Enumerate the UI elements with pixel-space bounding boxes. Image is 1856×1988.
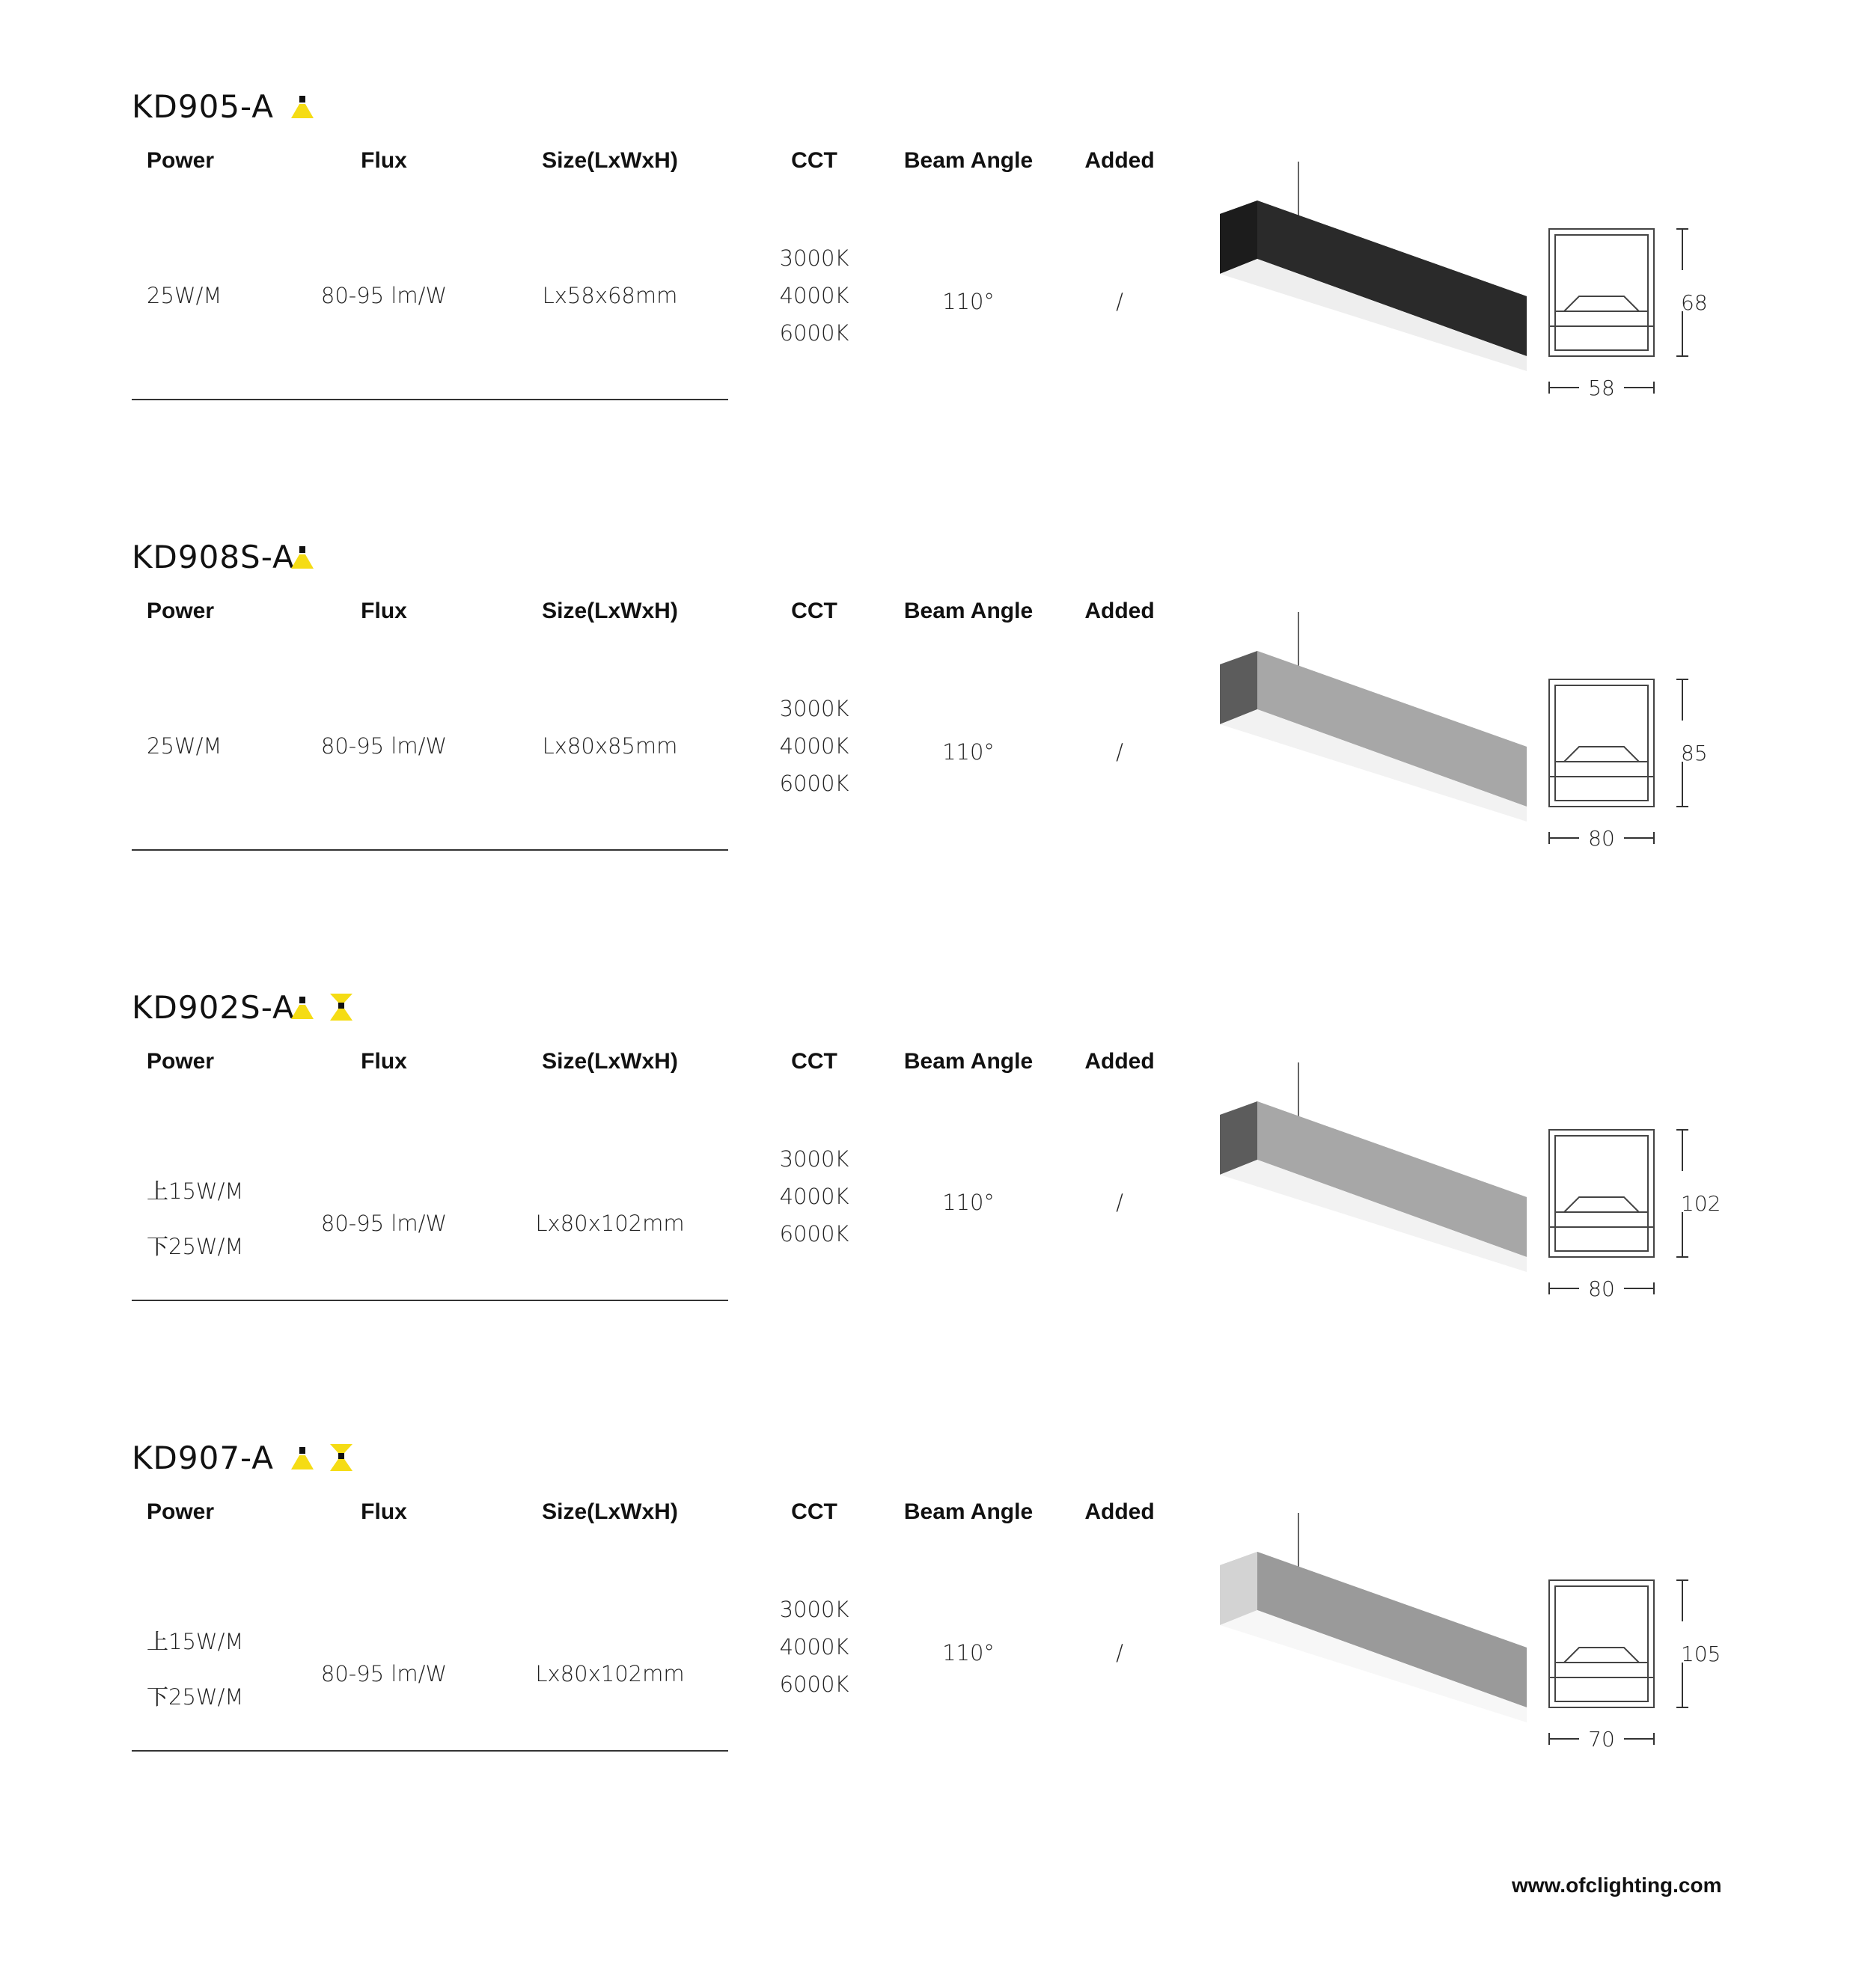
light-distribution-icons <box>288 992 355 1025</box>
downlight-icon <box>288 1443 317 1472</box>
size-value: Lx58x68mm <box>542 283 678 308</box>
size-value: Lx80x102mm <box>535 1661 685 1686</box>
power-value: 下25W/M <box>147 1684 244 1710</box>
size-value: Lx80x85mm <box>542 733 678 759</box>
flux-header: Flux <box>361 599 407 623</box>
size-header: Size(LxWxH) <box>542 1499 678 1524</box>
cct-value: 3000K <box>779 1597 849 1622</box>
power-value: 上15W/M <box>147 1629 244 1654</box>
flux-header: Flux <box>361 1499 407 1524</box>
cct-header: CCT <box>791 148 837 173</box>
cross-section-drawing <box>1534 1122 1729 1317</box>
cct-value: 4000K <box>779 1634 849 1660</box>
flux-value: 80-95 lm/W <box>320 283 448 308</box>
cross-section <box>1534 672 1729 866</box>
dimension-width-label: 58 <box>1588 376 1615 400</box>
power-header: Power <box>147 1499 215 1524</box>
added-value: / <box>1116 739 1123 765</box>
product-section <box>0 920 1856 1339</box>
cct-header: CCT <box>791 1049 837 1074</box>
cct-value: 4000K <box>779 733 849 759</box>
downlight-icon <box>288 91 317 121</box>
product-photo <box>1212 605 1542 844</box>
size-header: Size(LxWxH) <box>542 599 678 623</box>
linear-light-photo <box>1212 154 1542 394</box>
row-divider <box>132 1750 728 1752</box>
added-header: Added <box>1084 1049 1155 1074</box>
beam-angle-header: Beam Angle <box>903 599 1034 623</box>
cross-section-drawing <box>1534 221 1729 416</box>
cct-value: 4000K <box>779 283 849 308</box>
product-photo <box>1212 1055 1542 1294</box>
beam-angle-value: 110° <box>942 739 995 765</box>
cct-value: 6000K <box>779 1672 849 1697</box>
dimension-width-label: 80 <box>1588 1276 1615 1301</box>
cross-section <box>1534 1573 1729 1767</box>
beam-angle-value: 110° <box>942 1640 995 1666</box>
linear-light-photo <box>1212 605 1542 844</box>
website-url[interactable]: www.ofclighting.com <box>1512 1874 1722 1897</box>
added-header: Added <box>1084 148 1155 173</box>
power-header: Power <box>147 599 215 623</box>
power-value: 25W/M <box>147 733 222 759</box>
cct-value: 3000K <box>779 696 849 721</box>
cct-value: 6000K <box>779 320 849 346</box>
flux-value: 80-95 lm/W <box>320 1661 448 1686</box>
flux-header: Flux <box>361 148 407 173</box>
cct-value: 3000K <box>779 245 849 271</box>
light-distribution-icons <box>288 91 317 124</box>
cct-value: 3000K <box>779 1146 849 1172</box>
product-model-title: KD902S-A <box>132 989 295 1026</box>
added-value: / <box>1116 1190 1123 1215</box>
added-value: / <box>1116 289 1123 314</box>
dimension-width-label: 70 <box>1588 1727 1615 1752</box>
cct-header: CCT <box>791 599 837 623</box>
product-photo <box>1212 154 1542 394</box>
beam-angle-value: 110° <box>942 289 995 314</box>
dimension-height-label: 102 <box>1681 1191 1721 1216</box>
power-value: 上15W/M <box>147 1178 244 1204</box>
linear-light-photo <box>1212 1505 1542 1745</box>
flux-value: 80-95 lm/W <box>320 1211 448 1236</box>
up-down-light-icon <box>327 992 355 1022</box>
cross-section-drawing <box>1534 672 1729 866</box>
row-divider <box>132 399 728 400</box>
light-distribution-icons <box>288 1443 355 1475</box>
beam-angle-header: Beam Angle <box>903 1499 1034 1524</box>
cct-header: CCT <box>791 1499 837 1524</box>
power-value: 25W/M <box>147 283 222 308</box>
cct-value: 4000K <box>779 1184 849 1209</box>
cross-section <box>1534 1122 1729 1317</box>
size-header: Size(LxWxH) <box>542 148 678 173</box>
product-section <box>0 19 1856 438</box>
downlight-icon <box>288 992 317 1022</box>
linear-light-photo <box>1212 1055 1542 1294</box>
product-section <box>0 470 1856 889</box>
added-header: Added <box>1084 1499 1155 1524</box>
up-down-light-icon <box>327 1443 355 1472</box>
cct-value: 6000K <box>779 771 849 796</box>
dimension-height-label: 85 <box>1681 741 1708 765</box>
beam-angle-header: Beam Angle <box>903 148 1034 173</box>
dimension-width-label: 80 <box>1588 826 1615 851</box>
product-section <box>0 1371 1856 1790</box>
product-model-title: KD908S-A <box>132 539 295 575</box>
cct-value: 6000K <box>779 1221 849 1247</box>
flux-header: Flux <box>361 1049 407 1074</box>
row-divider <box>132 1300 728 1301</box>
downlight-icon <box>288 542 317 572</box>
dimension-height-label: 68 <box>1681 290 1708 315</box>
added-value: / <box>1116 1640 1123 1666</box>
cross-section <box>1534 221 1729 416</box>
beam-angle-header: Beam Angle <box>903 1049 1034 1074</box>
product-model-title: KD907-A <box>132 1440 275 1476</box>
power-value: 下25W/M <box>147 1234 244 1259</box>
added-header: Added <box>1084 599 1155 623</box>
dimension-height-label: 105 <box>1681 1642 1721 1666</box>
size-value: Lx80x102mm <box>535 1211 685 1236</box>
cross-section-drawing <box>1534 1573 1729 1767</box>
product-photo <box>1212 1505 1542 1745</box>
power-header: Power <box>147 148 215 173</box>
beam-angle-value: 110° <box>942 1190 995 1215</box>
row-divider <box>132 849 728 851</box>
size-header: Size(LxWxH) <box>542 1049 678 1074</box>
light-distribution-icons <box>288 542 317 575</box>
flux-value: 80-95 lm/W <box>320 733 448 759</box>
product-model-title: KD905-A <box>132 88 275 125</box>
power-header: Power <box>147 1049 215 1074</box>
